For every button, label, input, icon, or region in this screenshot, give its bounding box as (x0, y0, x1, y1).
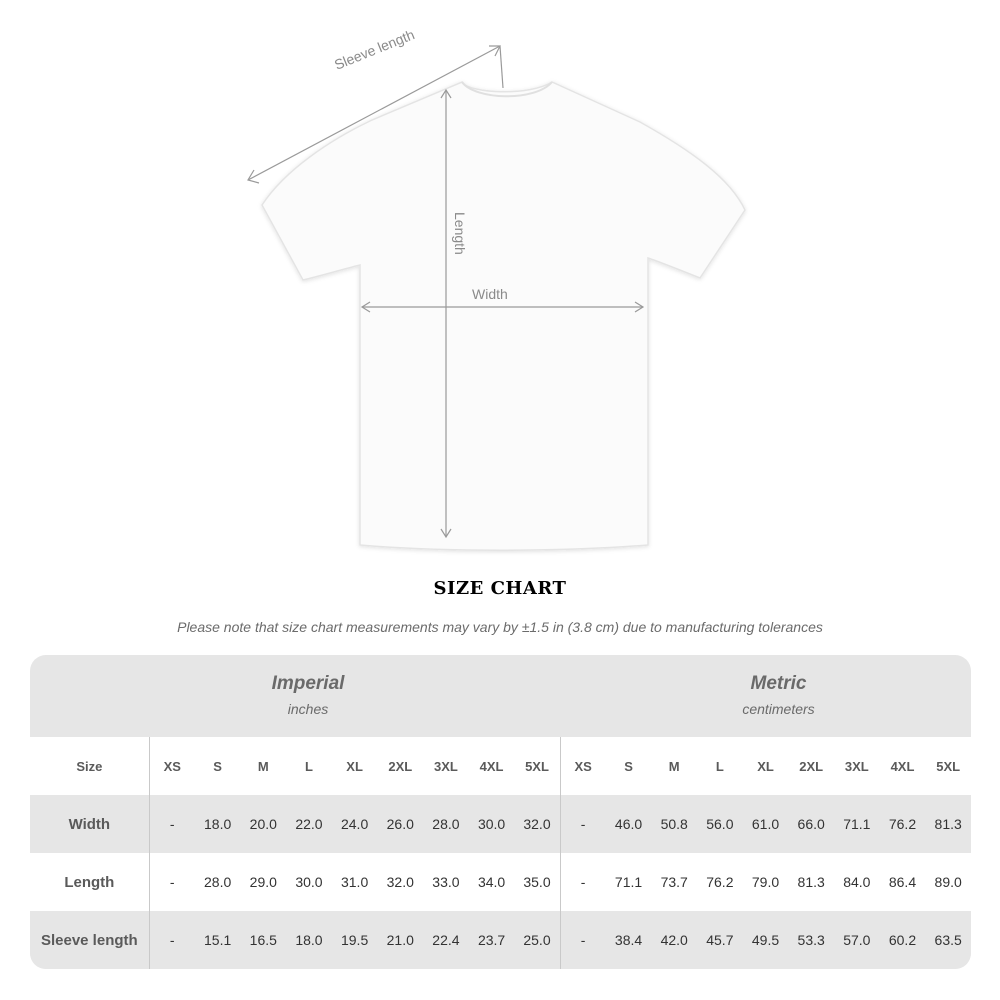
metric-value-cell: 45.7 (697, 911, 743, 969)
metric-unit: centimeters (742, 701, 815, 717)
row-label: Sleeve length (30, 911, 149, 969)
imperial-title: Imperial (271, 673, 345, 694)
imperial-value-cell: - (149, 795, 195, 853)
sleeve-length-label: Sleeve length (332, 26, 417, 73)
size-chart-title: SIZE CHART (433, 578, 567, 599)
metric-value-cell: 46.0 (606, 795, 652, 853)
metric-header (586, 655, 971, 737)
imperial-value-cell: 18.0 (195, 795, 241, 853)
imperial-value-cell: 30.0 (286, 853, 332, 911)
imperial-value-cell: 31.0 (332, 853, 378, 911)
metric-size-header: XS (560, 737, 606, 795)
metric-value-cell: 81.3 (788, 853, 834, 911)
metric-title: Metric (750, 673, 807, 694)
metric-value-cell: 57.0 (834, 911, 880, 969)
imperial-value-cell: - (149, 911, 195, 969)
metric-size-header: M (651, 737, 697, 795)
table-row (30, 795, 971, 853)
metric-size-header: 2XL (788, 737, 834, 795)
imperial-value-cell: 24.0 (332, 795, 378, 853)
imperial-value-cell: 18.0 (286, 911, 332, 969)
imperial-value-cell: 25.0 (514, 911, 560, 969)
length-label: Length (452, 212, 468, 255)
metric-value-cell: 84.0 (834, 853, 880, 911)
metric-value-cell: - (560, 853, 606, 911)
imperial-value-cell: 23.7 (469, 911, 515, 969)
imperial-size-header: L (286, 737, 332, 795)
metric-size-header: 3XL (834, 737, 880, 795)
imperial-size-header: M (240, 737, 286, 795)
tshirt-shape (262, 82, 745, 550)
size-column-label: Size (30, 737, 149, 795)
tolerance-note: Please note that size chart measurements may vary by ±1.5 in (3.8 cm) due to manufacturing tolerances (177, 619, 823, 635)
imperial-value-cell: 28.0 (195, 853, 241, 911)
table-row (30, 911, 971, 969)
metric-size-header: XL (743, 737, 789, 795)
size-table (30, 737, 971, 969)
metric-value-cell: 76.2 (880, 795, 926, 853)
table-row (30, 853, 971, 911)
metric-value-cell: 56.0 (697, 795, 743, 853)
imperial-size-header: 3XL (423, 737, 469, 795)
imperial-size-header: 5XL (514, 737, 560, 795)
metric-value-cell: - (560, 911, 606, 969)
imperial-size-header: S (195, 737, 241, 795)
imperial-value-cell: 22.0 (286, 795, 332, 853)
imperial-size-header: 2XL (377, 737, 423, 795)
imperial-header (30, 655, 586, 737)
imperial-size-header: 4XL (469, 737, 515, 795)
imperial-size-header: XL (332, 737, 378, 795)
metric-value-cell: - (560, 795, 606, 853)
row-label: Length (30, 853, 149, 911)
size-chart-table-card (30, 655, 971, 969)
metric-size-header: L (697, 737, 743, 795)
imperial-value-cell: 34.0 (469, 853, 515, 911)
size-header-row (30, 737, 971, 795)
imperial-value-cell: 28.0 (423, 795, 469, 853)
row-label: Width (30, 795, 149, 853)
metric-value-cell: 79.0 (743, 853, 789, 911)
metric-value-cell: 50.8 (651, 795, 697, 853)
imperial-value-cell: 30.0 (469, 795, 515, 853)
imperial-value-cell: 15.1 (195, 911, 241, 969)
metric-value-cell: 73.7 (651, 853, 697, 911)
metric-value-cell: 53.3 (788, 911, 834, 969)
metric-value-cell: 86.4 (880, 853, 926, 911)
metric-value-cell: 63.5 (925, 911, 971, 969)
metric-value-cell: 42.0 (651, 911, 697, 969)
metric-value-cell: 66.0 (788, 795, 834, 853)
imperial-value-cell: 22.4 (423, 911, 469, 969)
metric-value-cell: 60.2 (880, 911, 926, 969)
imperial-value-cell: 33.0 (423, 853, 469, 911)
metric-value-cell: 81.3 (925, 795, 971, 853)
metric-value-cell: 49.5 (743, 911, 789, 969)
metric-value-cell: 61.0 (743, 795, 789, 853)
imperial-value-cell: 21.0 (377, 911, 423, 969)
imperial-value-cell: 19.5 (332, 911, 378, 969)
metric-value-cell: 71.1 (606, 853, 652, 911)
imperial-value-cell: 29.0 (240, 853, 286, 911)
imperial-value-cell: 35.0 (514, 853, 560, 911)
imperial-unit: inches (287, 701, 329, 717)
imperial-size-header: XS (149, 737, 195, 795)
metric-size-header: 4XL (880, 737, 926, 795)
metric-size-header: S (606, 737, 652, 795)
metric-value-cell: 89.0 (925, 853, 971, 911)
imperial-value-cell: 16.5 (240, 911, 286, 969)
metric-value-cell: 38.4 (606, 911, 652, 969)
metric-value-cell: 76.2 (697, 853, 743, 911)
imperial-value-cell: 26.0 (377, 795, 423, 853)
width-label: Width (472, 286, 508, 302)
metric-size-header: 5XL (925, 737, 971, 795)
imperial-value-cell: 32.0 (377, 853, 423, 911)
metric-value-cell: 71.1 (834, 795, 880, 853)
imperial-value-cell: 32.0 (514, 795, 560, 853)
imperial-value-cell: 20.0 (240, 795, 286, 853)
imperial-value-cell: - (149, 853, 195, 911)
